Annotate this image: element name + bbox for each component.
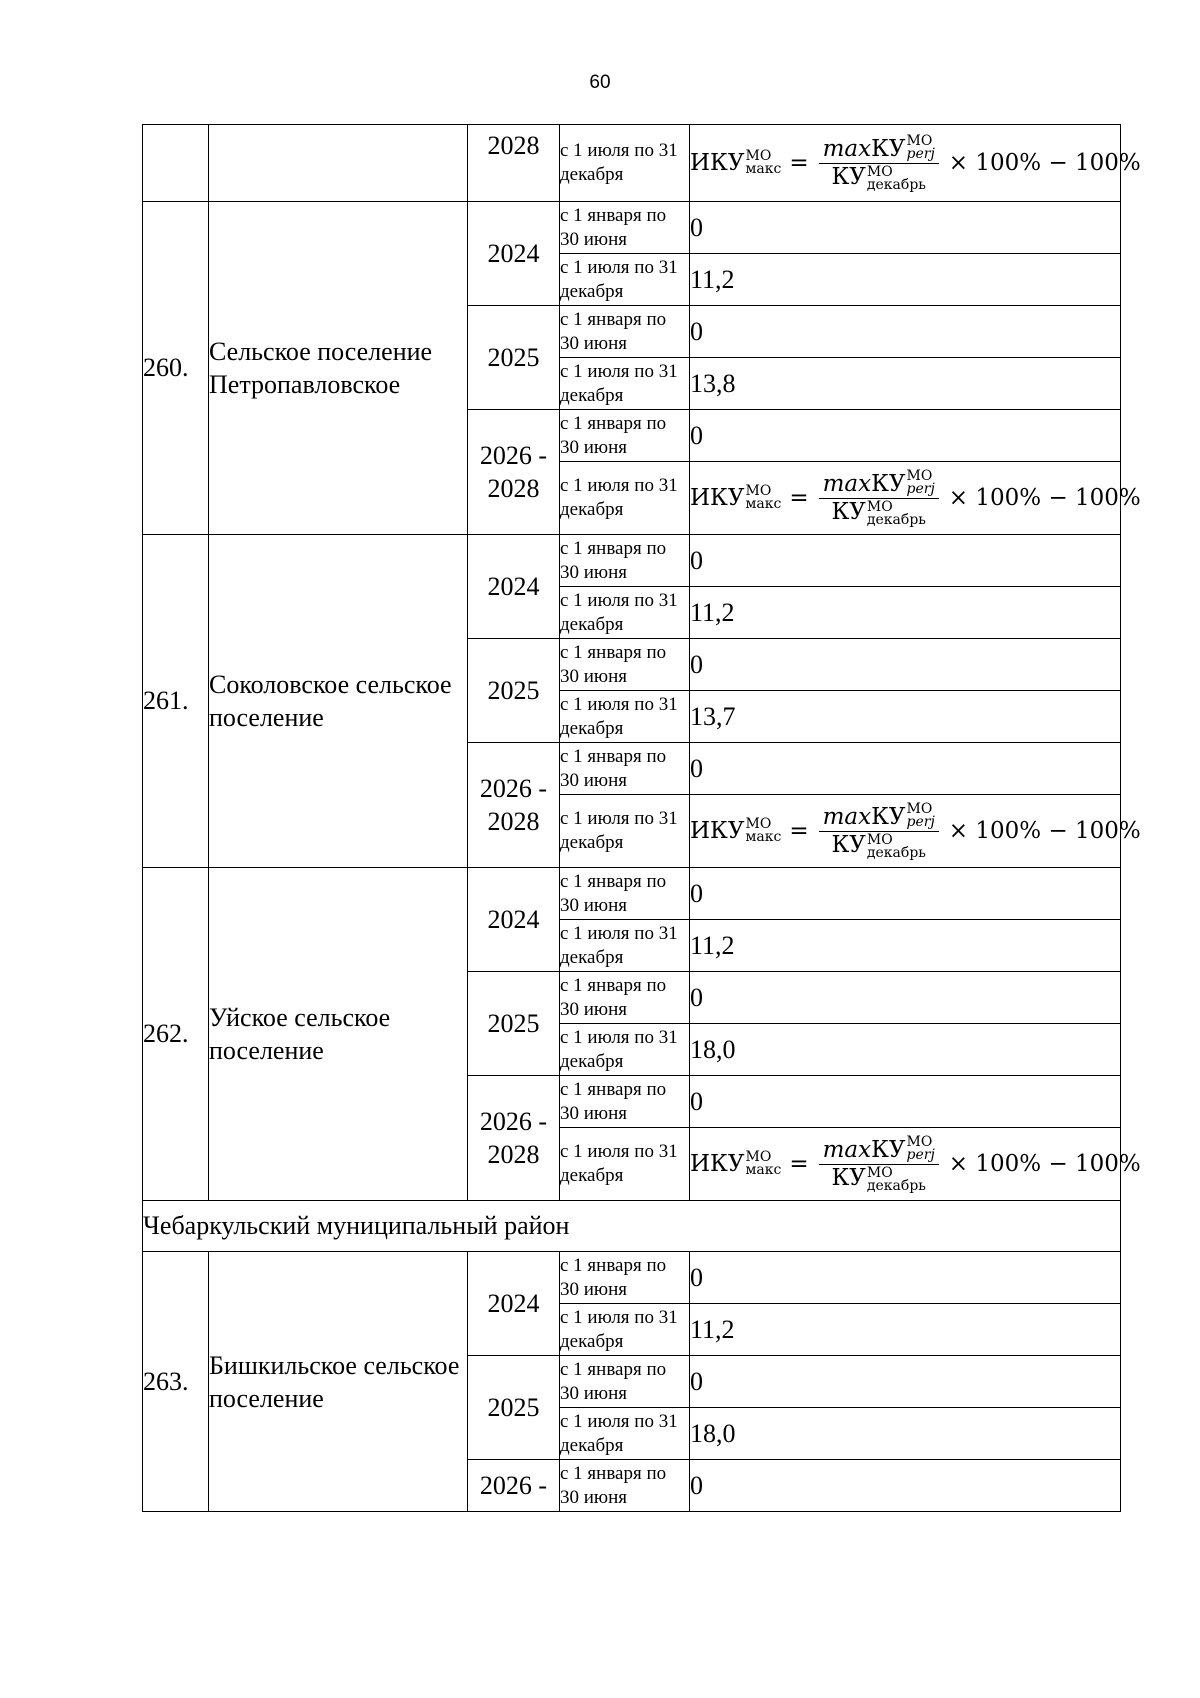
year-cell: 2024: [468, 202, 560, 306]
period-cell: с 1 июля по 31 декабря: [560, 462, 690, 535]
row-number: 261.: [143, 535, 209, 868]
period-cell: с 1 января по 30 июня: [560, 1460, 690, 1512]
year-cell: 2026 -: [468, 1460, 560, 1512]
name-cell: [209, 125, 468, 202]
period-cell: с 1 июля по 31 декабря: [560, 125, 690, 202]
year-cell: 2025: [468, 972, 560, 1076]
year-cell: 2026 - 2028: [468, 1076, 560, 1201]
formula: ИКУ МО макс = max КУ МО perj КУ МО декабрь × 100% − 100%: [690, 800, 1141, 861]
period-cell: с 1 июля по 31 декабря: [560, 587, 690, 639]
period-cell: с 1 июля по 31 декабря: [560, 691, 690, 743]
value-cell: 0: [690, 306, 1121, 358]
settlement-name: Сельское поселение Петропавловское: [209, 202, 468, 535]
formula: ИКУ МО макс = max КУ МО perj КУ МО декабрь × 100% − 100%: [690, 132, 1141, 193]
period-cell: с 1 января по 30 июня: [560, 535, 690, 587]
table-row: [143, 535, 1121, 587]
year-cell: 2025: [468, 1356, 560, 1460]
value-cell: 13,7: [690, 691, 1121, 743]
period-cell: с 1 января по 30 июня: [560, 1252, 690, 1304]
year-cell: 2024: [468, 868, 560, 972]
value-cell: 0: [690, 743, 1121, 795]
num-cell: [143, 125, 209, 202]
value-cell: 0: [690, 1076, 1121, 1128]
period-cell: с 1 июля по 31 декабря: [560, 358, 690, 410]
value-cell: 11,2: [690, 254, 1121, 306]
table-row: [143, 125, 1121, 202]
year-cell: 2024: [468, 535, 560, 639]
year-cell: 2026 - 2028: [468, 410, 560, 535]
period-cell: с 1 июля по 31 декабря: [560, 1024, 690, 1076]
formula-cell: [690, 125, 1141, 202]
period-cell: с 1 июля по 31 декабря: [560, 254, 690, 306]
settlement-name: Бишкильское сельское поселение: [209, 1252, 468, 1512]
value-cell: 18,0: [690, 1024, 1121, 1076]
period-cell: с 1 января по 30 июня: [560, 868, 690, 920]
value-cell: 13,8: [690, 358, 1121, 410]
period-cell: с 1 июля по 31 декабря: [560, 1128, 690, 1201]
period-cell: с 1 июля по 31 декабря: [560, 1304, 690, 1356]
table-row: [143, 1252, 1121, 1304]
value-cell: 0: [690, 639, 1121, 691]
row-number: 263.: [143, 1252, 209, 1512]
formula: ИКУ МО макс = max КУ МО perj КУ МО декабрь × 100% − 100%: [690, 467, 1141, 528]
table-row: [143, 202, 1121, 254]
index-table: [142, 124, 1141, 1512]
value-cell: 0: [690, 1460, 1121, 1512]
period-cell: с 1 января по 30 июня: [560, 639, 690, 691]
year-cell: 2025: [468, 306, 560, 410]
formula-cell: [690, 795, 1141, 868]
page-number: 60: [589, 72, 611, 93]
settlement-name: Уйское сельское поселение: [209, 868, 468, 1201]
period-cell: с 1 января по 30 июня: [560, 202, 690, 254]
row-number: 260.: [143, 202, 209, 535]
period-cell: с 1 января по 30 июня: [560, 972, 690, 1024]
period-cell: с 1 июля по 31 декабря: [560, 795, 690, 868]
period-cell: с 1 января по 30 июня: [560, 306, 690, 358]
row-number: 262.: [143, 868, 209, 1201]
value-cell: 11,2: [690, 920, 1121, 972]
formula: ИКУ МО макс = max КУ МО perj КУ МО декабрь × 100% − 100%: [690, 1133, 1141, 1194]
value-cell: 18,0: [690, 1408, 1121, 1460]
value-cell: 0: [690, 868, 1121, 920]
period-cell: с 1 июля по 31 декабря: [560, 920, 690, 972]
value-cell: 0: [690, 202, 1121, 254]
period-cell: с 1 января по 30 июня: [560, 743, 690, 795]
value-cell: 0: [690, 972, 1121, 1024]
formula-cell: [690, 1128, 1141, 1201]
period-cell: с 1 января по 30 июня: [560, 1356, 690, 1408]
value-cell: 11,2: [690, 1304, 1121, 1356]
table-row: [143, 868, 1121, 920]
year-cell: 2024: [468, 1252, 560, 1356]
value-cell: 0: [690, 1356, 1121, 1408]
settlement-name: Соколовское сельское поселение: [209, 535, 468, 868]
period-cell: с 1 января по 30 июня: [560, 410, 690, 462]
district-row: [143, 1201, 1121, 1252]
period-cell: с 1 июля по 31 декабря: [560, 1408, 690, 1460]
year-cell: 2026 - 2028: [468, 743, 560, 868]
year-cell: 2028: [468, 125, 560, 202]
value-cell: 0: [690, 535, 1121, 587]
formula-cell: [690, 462, 1141, 535]
period-cell: с 1 января по 30 июня: [560, 1076, 690, 1128]
value-cell: 0: [690, 1252, 1121, 1304]
district-name: Чебаркульский муниципальный район: [143, 1201, 1121, 1252]
value-cell: 11,2: [690, 587, 1121, 639]
value-cell: 0: [690, 410, 1121, 462]
year-cell: 2025: [468, 639, 560, 743]
